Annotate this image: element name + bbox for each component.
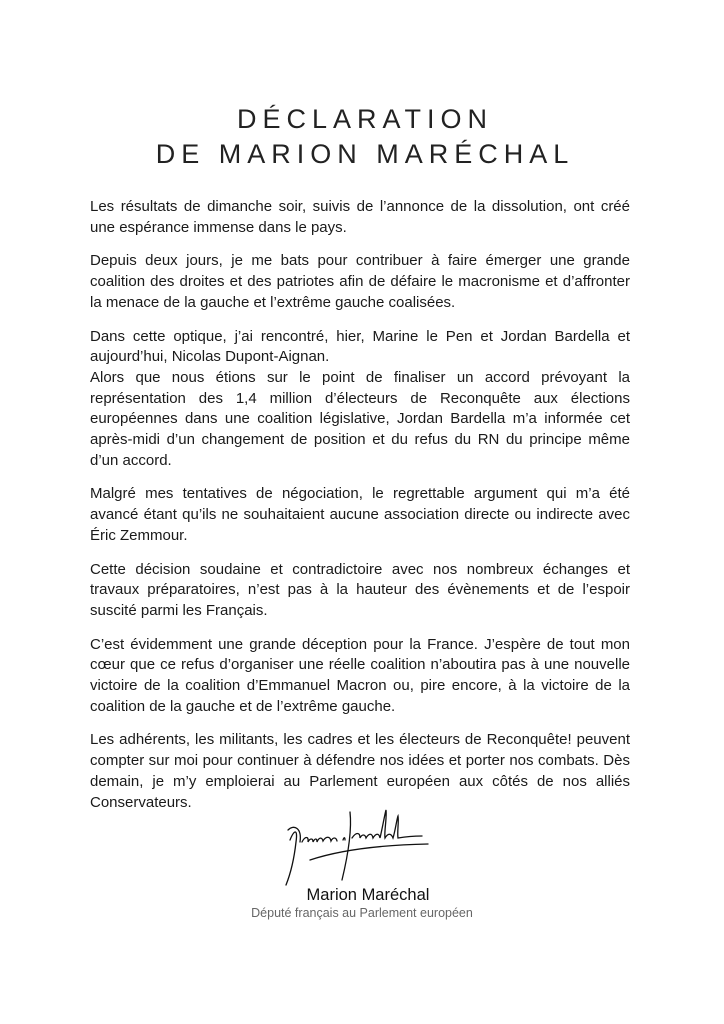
paragraph: Dans cette optique, j’ai rencontré, hier, Marine le Pen et Jordan Bardella et aujourd’hui, Nicolas Dupont-Aignan.: [90, 327, 630, 366]
title-line-2: DE MARION MARÉCHAL: [155, 139, 575, 169]
paragraph: Les résultats de dimanche soir, suivis de l’annonce de la dissolution, ont créé une espérance immense dans le pays.: [90, 198, 630, 236]
signatory-role: Député français au Parlement européen: [251, 906, 473, 920]
paragraph: C’est évidemment une grande déception pour la France. J’espère de tout mon cœur que ce refus d’organiser une réelle coalition n’aboutira pas à une nouvelle victoire de la coalition d’Emmanuel Macron ou, pire encore, à la victoire de la coalition de la gauche et de l’extrême gauche.: [90, 635, 630, 715]
declaration-body: [90, 197, 630, 826]
paragraph: Alors que nous étions sur le point de finaliser un accord prévoyant la représentation des 1,4 million d’électeurs de Reconquête aux élections européennes dans une coalition législative, Jordan Bardella m’a informée cet après-midi d’un changement de position et du refus du RN du principe même d’un accord.: [90, 368, 630, 469]
signatory-name: Marion Maréchal: [306, 886, 430, 904]
document-title: [0, 102, 724, 172]
paragraph: Malgré mes tentatives de négociation, le regrettable argument qui m’a été avancé étant qu’ils ne souhaitaient aucune association directe ou indirecte avec Éric Zemmour.: [90, 485, 630, 544]
handwritten-signature: [280, 800, 430, 894]
paragraph: Cette décision soudaine et contradictoire avec nos nombreux échanges et travaux préparatoires, n’est pas à la hauteur des évènements et de l’espoir suscité parmi les Français.: [90, 560, 630, 619]
paragraph: Les adhérents, les militants, les cadres et les électeurs de Reconquête! peuvent compter sur moi pour continuer à défendre nos idées et porter nos combats. Dès demain, je m’y emploierai au Parlement européen aux côtés de nos alliés Conservateurs.: [90, 731, 630, 811]
title-line-1: DÉCLARATION: [236, 104, 494, 134]
paragraph: Depuis deux jours, je me bats pour contribuer à faire émerger une grande coalition des droites et des patriotes afin de défaire le macronisme et d’affronter la menace de la gauche et l’extrême gauche coalisées.: [90, 252, 630, 311]
